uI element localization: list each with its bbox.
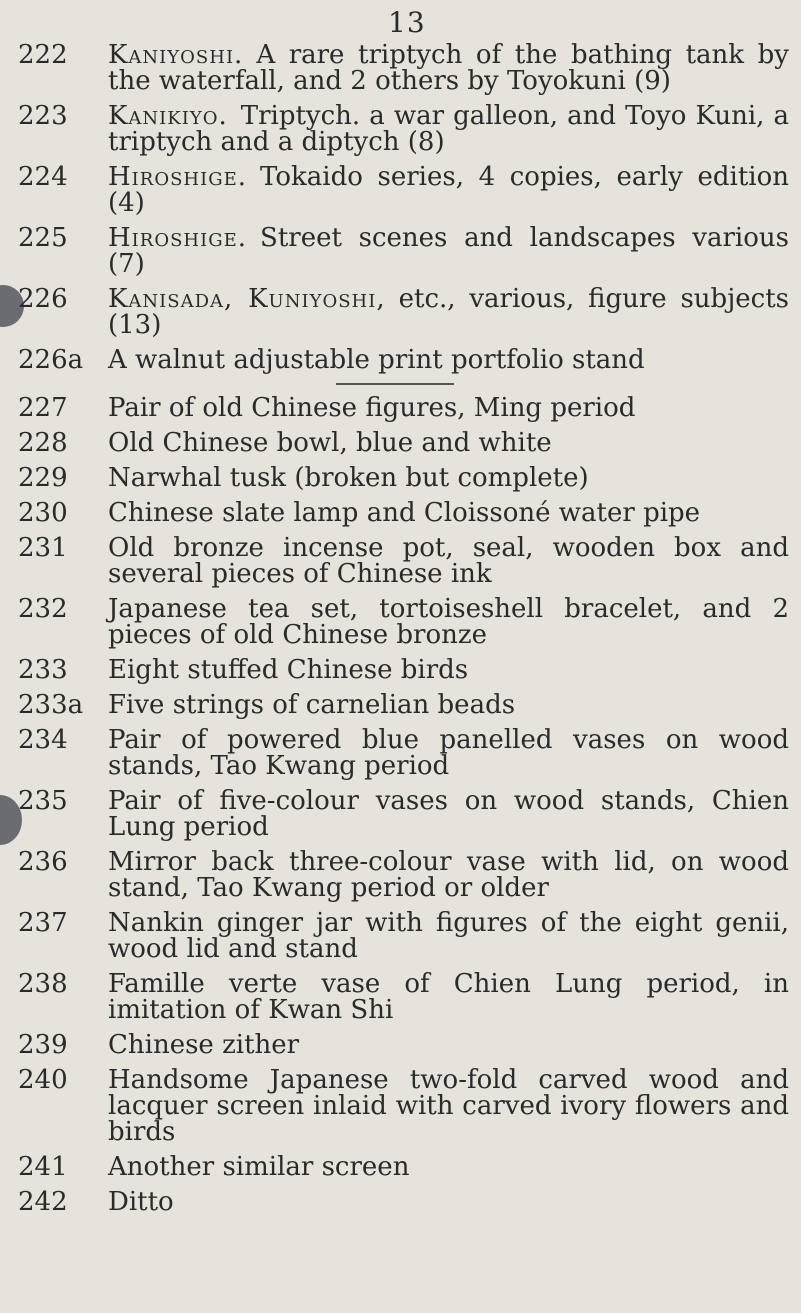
lot-description [108, 727, 789, 779]
lot-number: 225 [18, 223, 68, 253]
lot-entry [0, 535, 801, 587]
lot-description [108, 286, 789, 338]
lot-text: Mirror back three-colour vase with lid, on wood stand, Tao Kwang period or older [108, 847, 789, 903]
lot-number: 240 [18, 1065, 68, 1095]
lot-description [108, 849, 789, 901]
lot-text: Tokaido series, 4 copies, early edition (4) [108, 162, 789, 218]
lot-entry [0, 225, 801, 277]
lot-text: Japanese tea set, tortoiseshell bracelet, and 2 pieces of old Chinese bronze [108, 594, 789, 650]
lot-description [108, 1154, 789, 1180]
lot-entry [0, 849, 801, 901]
lot-description [108, 465, 789, 491]
lot-text: Old Chinese bowl, blue and white [108, 428, 552, 458]
lot-number: 237 [18, 908, 68, 938]
lot-entry [0, 788, 801, 840]
lot-number: 236 [18, 847, 68, 877]
page-number: 13 [388, 6, 426, 39]
lot-number: 222 [18, 40, 68, 70]
lot-text: Pair of powered blue panelled vases on wood stands, Tao Kwang period [108, 725, 789, 781]
lot-text: Eight stuffed Chinese birds [108, 655, 469, 685]
lot-text: Ditto [108, 1187, 174, 1217]
lot-text: Pair of old Chinese figures, Ming period [108, 393, 636, 423]
lot-text: Pair of five-colour vases on wood stands, Chien Lung period [108, 786, 789, 842]
lot-number: 232 [18, 594, 68, 624]
lot-number: 233a [18, 690, 84, 720]
lot-entry [0, 1154, 801, 1180]
lot-number: 239 [18, 1030, 68, 1060]
lot-entry [0, 42, 801, 94]
section-divider [336, 383, 454, 385]
lot-entry [0, 500, 801, 526]
lot-description [108, 1067, 789, 1145]
lot-entry [0, 1189, 801, 1215]
lot-text: Nankin ginger jar with figures of the eight genii, wood lid and stand [108, 908, 789, 964]
lot-description [108, 1189, 789, 1215]
lot-number: 241 [18, 1152, 68, 1182]
lot-entry [0, 103, 801, 155]
lot-description [108, 596, 789, 648]
lot-text: A rare triptych of the bathing tank by the waterfall, and 2 others by Toyokuni (9) [108, 40, 789, 96]
lot-entry [0, 395, 801, 421]
catalogue-lots [0, 42, 801, 1224]
artist-name: Kaniyoshi. [108, 40, 244, 70]
lot-description [108, 500, 789, 526]
lot-entry [0, 430, 801, 456]
lot-entry [0, 1067, 801, 1145]
lot-description [108, 788, 789, 840]
lot-number: 227 [18, 393, 68, 423]
lot-description [108, 535, 789, 587]
lot-description [108, 395, 789, 421]
lot-entry [0, 1032, 801, 1058]
lot-number: 230 [18, 498, 68, 528]
lot-text: Old bronze incense pot, seal, wooden box and several pieces of Chinese ink [108, 533, 789, 589]
lot-number: 224 [18, 162, 68, 192]
lot-number: 231 [18, 533, 68, 563]
lot-description [108, 910, 789, 962]
print-lots [0, 42, 801, 373]
lot-entry [0, 164, 801, 216]
lot-description [108, 347, 789, 373]
lot-entry [0, 465, 801, 491]
lot-description [108, 692, 789, 718]
artist-name: Kanikiyo. [108, 101, 228, 131]
lot-description [108, 225, 789, 277]
lot-description [108, 1032, 789, 1058]
lot-description [108, 971, 789, 1023]
lot-number: 223 [18, 101, 68, 131]
lot-text: A walnut adjustable print portfolio stand [108, 345, 645, 375]
lot-text: Another similar screen [108, 1152, 410, 1182]
lot-text: Street scenes and landscapes various (7) [108, 223, 789, 279]
lot-number: 233 [18, 655, 68, 685]
lot-text: Famille verte vase of Chien Lung period, in imitation of Kwan Shi [108, 969, 789, 1025]
lot-description [108, 430, 789, 456]
artist-name: Hiroshige. [108, 223, 248, 253]
lot-text: etc., various, figure subjects (13) [108, 284, 789, 340]
artist-name: Hiroshige. [108, 162, 248, 192]
lot-description [108, 103, 789, 155]
lot-entry [0, 657, 801, 683]
lot-entry [0, 971, 801, 1023]
lot-number: 226 [18, 284, 68, 314]
lot-text: Triptych. a war galleon, and Toyo Kuni, a triptych and a diptych (8) [108, 101, 789, 157]
lot-text: Chinese slate lamp and Cloissoné water pipe [108, 498, 701, 528]
lot-description [108, 42, 789, 94]
lot-entry [0, 347, 801, 373]
lot-text: Five strings of carnelian beads [108, 690, 516, 720]
lot-number: 242 [18, 1187, 68, 1217]
lot-number: 238 [18, 969, 68, 999]
lot-description [108, 164, 789, 216]
lot-number: 226a [18, 345, 84, 375]
lot-number: 235 [18, 786, 68, 816]
lot-entry [0, 910, 801, 962]
lot-text: Handsome Japanese two-fold carved wood and lacquer screen inlaid with carved ivory flowers and birds [108, 1065, 789, 1147]
lot-description [108, 657, 789, 683]
lot-entry [0, 692, 801, 718]
artist-name: Kanisada, Kuniyoshi, [108, 284, 386, 314]
chinese-objects-lots [0, 395, 801, 1215]
lot-entry [0, 727, 801, 779]
lot-entry [0, 596, 801, 648]
lot-number: 229 [18, 463, 68, 493]
lot-number: 234 [18, 725, 68, 755]
lot-number: 228 [18, 428, 68, 458]
lot-text: Chinese zither [108, 1030, 300, 1060]
lot-entry [0, 286, 801, 338]
lot-text: Narwhal tusk (broken but complete) [108, 463, 589, 493]
